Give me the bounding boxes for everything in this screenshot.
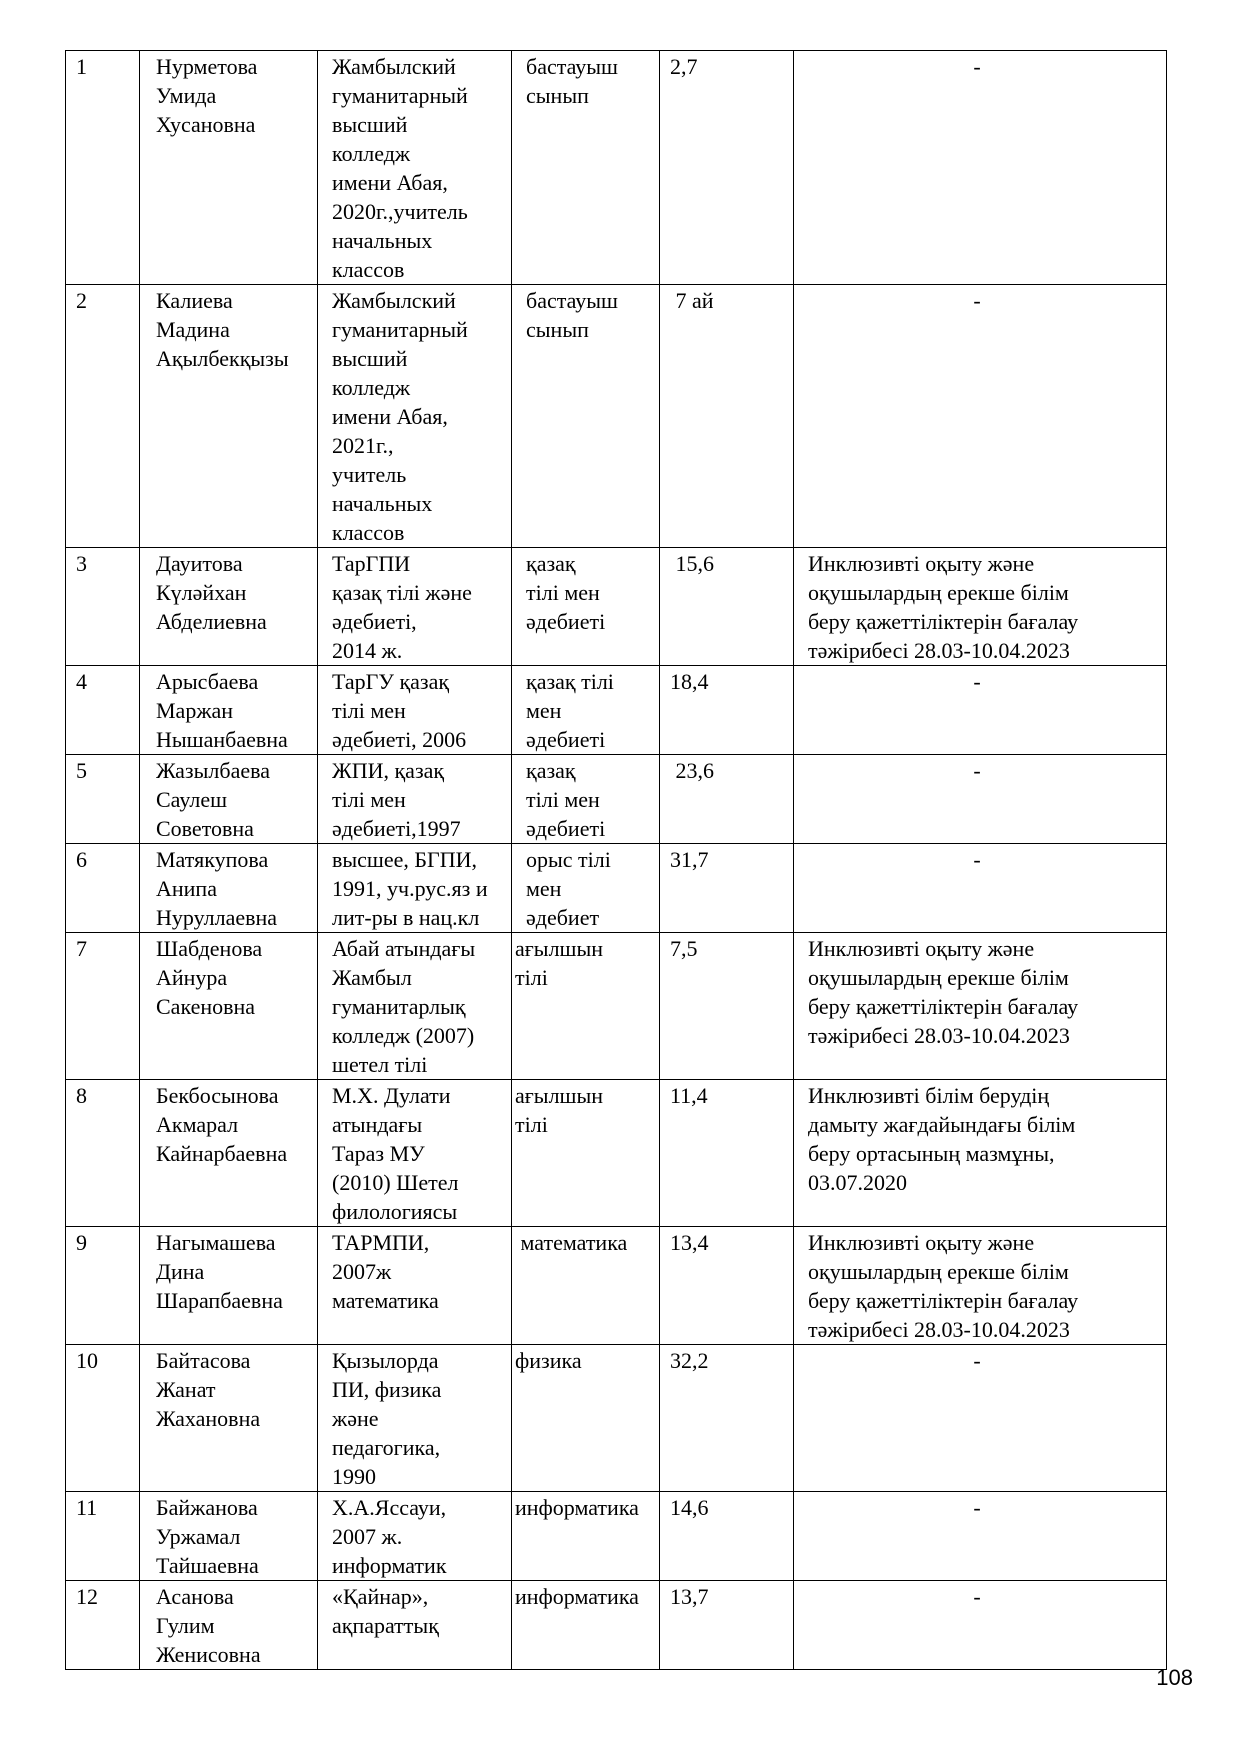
education: Жамбылский гуманитарный высший колледж имени Абая, 2020г.,учитель начальных классов	[332, 54, 468, 282]
row-number: 2	[76, 288, 87, 313]
education: ТарГУ қазақ тілі мен әдебиеті, 2006	[332, 669, 467, 752]
subject: қазақ тілі мен әдебиеті	[526, 758, 606, 841]
table-row	[66, 1227, 1167, 1345]
row-number: 5	[76, 758, 87, 783]
experience: 7,5	[670, 936, 698, 961]
table-row	[66, 548, 1167, 666]
table-row	[66, 666, 1167, 755]
experience: 32,2	[670, 1348, 709, 1373]
courses: -	[973, 1584, 981, 1609]
subject: қазақ тілі мен әдебиеті	[526, 551, 606, 634]
courses: -	[973, 847, 981, 872]
subject: ағылшын тілі	[515, 1083, 604, 1137]
subject: орыс тілі мен әдебиет	[526, 847, 611, 930]
courses: -	[973, 1495, 981, 1520]
experience: 7 ай	[670, 288, 714, 313]
education: Абай атындағы Жамбыл гуманитарлық колледж (2007) шетел тілі	[332, 936, 476, 1077]
staff-table	[65, 50, 1167, 1670]
teacher-name: Жазылбаева Саулеш Советовна	[156, 758, 270, 841]
teacher-name: Дауитова Күләйхан Абделиевна	[156, 551, 267, 634]
teacher-name: Калиева Мадина Ақылбекқызы	[156, 288, 289, 371]
subject: ағылшын тілі	[515, 936, 604, 990]
subject: информатика	[515, 1495, 639, 1520]
education: ТАРМПИ, 2007ж математика	[332, 1230, 439, 1313]
table-row	[66, 933, 1167, 1080]
table-row	[66, 1492, 1167, 1581]
courses: Инклюзивті оқыту және оқушылардың ерекше білім беру қажеттіліктерін бағалау тәжірибесі 28.03-10.04.2023	[808, 551, 1079, 663]
table-row	[66, 51, 1167, 285]
experience: 31,7	[670, 847, 709, 872]
teacher-name: Асанова Гулим Женисовна	[156, 1584, 261, 1667]
teacher-name: Байжанова Уржамал Тайшаевна	[156, 1495, 259, 1578]
row-number: 8	[76, 1083, 87, 1108]
row-number: 4	[76, 669, 87, 694]
courses: -	[973, 1348, 981, 1373]
subject: бастауыш сынып	[526, 54, 618, 108]
courses: -	[973, 758, 981, 783]
row-number: 1	[76, 54, 87, 79]
table-row	[66, 285, 1167, 548]
education: «Қайнар», ақпараттық	[332, 1584, 439, 1638]
teacher-name: Шабденова Айнура Сакеновна	[156, 936, 263, 1019]
experience: 23,6	[670, 758, 714, 783]
experience: 2,7	[670, 54, 698, 79]
table-row	[66, 1581, 1167, 1670]
courses: Инклюзивті білім берудің дамыту жағдайындағы білім беру ортасының мазмұны, 03.07.2020	[808, 1083, 1076, 1195]
experience: 11,4	[670, 1083, 708, 1108]
experience: 13,7	[670, 1584, 709, 1609]
table-row	[66, 1080, 1167, 1227]
teacher-name: Матякупова Анипа Нуруллаевна	[156, 847, 278, 930]
subject: бастауыш сынып	[526, 288, 618, 342]
education: М.Х. Дулати атындағы Тараз МУ (2010) Шетел филологиясы	[332, 1083, 459, 1224]
education: Қызылорда ПИ, физика және педагогика, 1990	[332, 1348, 442, 1489]
subject: математика	[515, 1230, 628, 1255]
experience: 15,6	[670, 551, 714, 576]
education: Х.А.Яссауи, 2007 ж. информатик	[332, 1495, 447, 1578]
education: Жамбылский гуманитарный высший колледж имени Абая, 2021г., учитель начальных классов	[332, 288, 468, 545]
row-number: 7	[76, 936, 87, 961]
row-number: 12	[76, 1584, 98, 1609]
education: ЖПИ, қазақ тілі мен әдебиеті,1997	[332, 758, 461, 841]
subject: физика	[515, 1348, 582, 1373]
table-row	[66, 844, 1167, 933]
experience: 14,6	[670, 1495, 709, 1520]
courses: Инклюзивті оқыту және оқушылардың ерекше білім беру қажеттіліктерін бағалау тәжірибесі 28.03-10.04.2023	[808, 1230, 1079, 1342]
teacher-name: Нагымашева Дина Шарапбаевна	[156, 1230, 283, 1313]
row-number: 6	[76, 847, 87, 872]
row-number: 9	[76, 1230, 87, 1255]
experience: 13,4	[670, 1230, 709, 1255]
page-number: 108	[1156, 1665, 1193, 1690]
teacher-name: Нурметова Умида Хусановна	[156, 54, 258, 137]
row-number: 3	[76, 551, 87, 576]
subject: қазақ тілі мен әдебиеті	[526, 669, 614, 752]
table-row	[66, 1345, 1167, 1492]
education: высшее, БГПИ, 1991, уч.рус.яз и лит-ры в нац.кл	[332, 847, 488, 930]
courses: Инклюзивті оқыту және оқушылардың ерекше білім беру қажеттіліктерін бағалау тәжірибесі 28.03-10.04.2023	[808, 936, 1079, 1048]
row-number: 11	[76, 1495, 98, 1520]
teacher-name: Бекбосынова Акмарал Кайнарбаевна	[156, 1083, 288, 1166]
row-number: 10	[76, 1348, 98, 1373]
subject: информатика	[515, 1584, 639, 1609]
teacher-name: Байтасова Жанат Жахановна	[156, 1348, 261, 1431]
courses: -	[973, 54, 981, 79]
courses: -	[973, 288, 981, 313]
table-row	[66, 755, 1167, 844]
experience: 18,4	[670, 669, 709, 694]
education: ТарГПИ қазақ тілі және әдебиеті, 2014 ж.	[332, 551, 472, 663]
courses: -	[973, 669, 981, 694]
teacher-name: Арысбаева Маржан Нышанбаевна	[156, 669, 288, 752]
